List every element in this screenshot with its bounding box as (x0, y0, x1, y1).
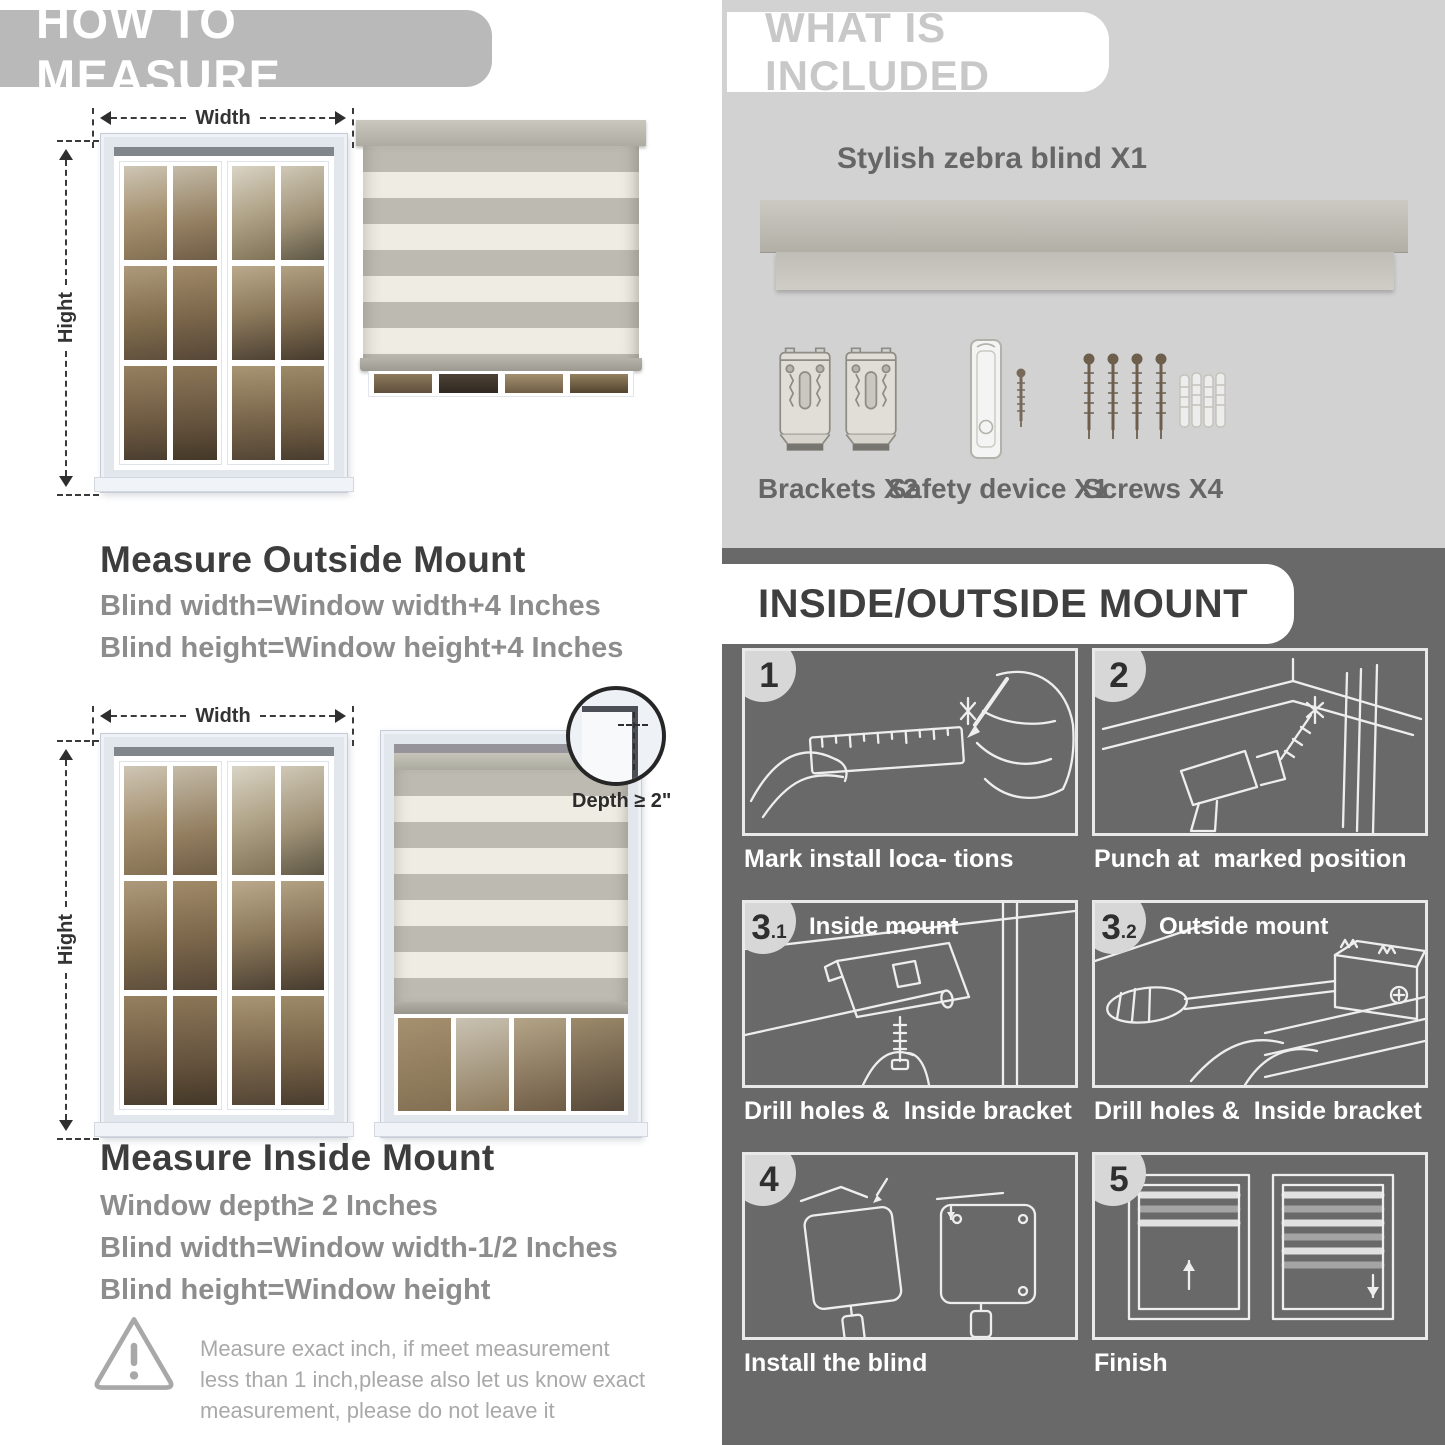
window-pane (173, 766, 216, 875)
window-sill (94, 1122, 354, 1137)
frame-corner (582, 706, 638, 786)
height-arrow (54, 740, 78, 1140)
mount-header (722, 564, 1294, 644)
step-3-2-caption: Drill holes & Inside bracket (1094, 1097, 1422, 1125)
arrow-dash (65, 160, 67, 285)
window-pane (124, 881, 167, 990)
arrow-tick (352, 108, 354, 148)
window-pane (173, 266, 216, 360)
arrow-dash (65, 351, 67, 476)
step-badge: 5 (1092, 1152, 1146, 1206)
arrow-dash (111, 715, 186, 717)
warning-triangle-icon (92, 1312, 176, 1394)
arrow-tick (57, 1138, 99, 1140)
window-pane (124, 366, 167, 460)
height-label: Hight (54, 914, 77, 966)
measure-warning (92, 1312, 657, 1445)
screws-icon (1078, 335, 1228, 465)
screws-label: Screws X4 (1082, 473, 1224, 504)
arrow-head-right-icon (335, 709, 353, 723)
window-pane (232, 366, 275, 460)
window-pane (173, 881, 216, 990)
included-item-safety-device (887, 335, 1109, 505)
included-headrail-image (760, 200, 1408, 252)
arrow-head-down-icon (59, 476, 73, 494)
inside-outside-mount-section (722, 548, 1445, 1445)
step-badge: 2 (1092, 648, 1146, 702)
included-headrail-valance (776, 252, 1394, 290)
arrow-dash (65, 760, 67, 907)
blind-stripes (363, 146, 639, 358)
window-pane (124, 166, 167, 260)
window-sill (374, 1122, 648, 1137)
arrow-head-down-icon (59, 1120, 73, 1138)
mount-steps-grid (742, 648, 1428, 1404)
arrow-dash (65, 973, 67, 1120)
arrow-head-up-icon (59, 742, 73, 760)
what-is-included-header (727, 4, 1109, 99)
depth-dash (633, 712, 635, 770)
brackets-icon (777, 335, 899, 465)
mount-title: INSIDE/OUTSIDE MOUNT (758, 581, 1249, 626)
how-to-measure-title: HOW TO MEASURE (36, 0, 282, 103)
window-door-right (227, 161, 330, 465)
depth-magnifier-icon (566, 686, 666, 786)
right-column (722, 0, 1445, 1445)
inside-height-formula: Blind height=Window height (100, 1274, 491, 1306)
window-pane (232, 996, 275, 1105)
step-badge: 1 (742, 648, 796, 702)
warning-text: Measure exact inch, if meet measurement less than 1 inch,please also let us know exact measurement, please do not leave it (200, 1336, 646, 1423)
window-pane (281, 881, 324, 990)
window-pane (173, 366, 216, 460)
window-glazing (114, 747, 334, 1115)
inside-depth-rule: Window depth≥ 2 Inches (100, 1190, 438, 1222)
arrow-head-right-icon (335, 111, 353, 125)
height-label: Hight (54, 292, 77, 344)
brackets-label: Brackets X2 (757, 473, 919, 504)
blind-bottomrail (394, 1002, 628, 1014)
outside-mount-label: Outside mount (1159, 913, 1329, 940)
arrow-dash (111, 117, 186, 119)
safety-device-icon (955, 335, 1041, 465)
what-is-included-section (722, 0, 1445, 548)
step-2-panel (1092, 648, 1428, 836)
how-to-measure-section (0, 0, 722, 1445)
outside-height-formula: Blind height=Window height+4 Inches (100, 632, 624, 664)
step-2-caption: Punch at marked position (1094, 845, 1407, 873)
inside-mount-label: Inside mount (809, 913, 959, 940)
arrow-tick (352, 706, 354, 746)
step-badge: 3 .2 (1092, 900, 1146, 954)
window-pane (124, 266, 167, 360)
depth-dash (618, 724, 648, 726)
zebra-blind-sample (356, 120, 646, 397)
width-arrow (92, 704, 354, 728)
width-label: Width (195, 704, 251, 727)
arrow-tick (57, 494, 99, 496)
arrow-dash (260, 715, 335, 717)
window-pane (281, 366, 324, 460)
step-1-panel (742, 648, 1078, 836)
arrow-tick (92, 108, 94, 148)
step-4-panel (742, 1152, 1078, 1340)
step-badge: 4 (742, 1152, 796, 1206)
step-2 (1092, 648, 1428, 900)
window-pane (232, 881, 275, 990)
window-sliver (368, 371, 634, 397)
window-sill (94, 477, 354, 492)
window-door-left (119, 761, 222, 1110)
arrow-dash (260, 117, 335, 119)
how-to-measure-header (0, 0, 492, 103)
step-4 (742, 1152, 1078, 1404)
step-1 (742, 648, 1078, 900)
what-is-included-title: WHAT IS INCLUDED (765, 4, 990, 99)
step-3-1-caption: Drill holes & Inside bracket (744, 1097, 1072, 1125)
window-pane (281, 166, 324, 260)
step-4-caption: Install the blind (744, 1349, 928, 1377)
step-5-panel (1092, 1152, 1428, 1340)
arrow-head-up-icon (59, 142, 73, 160)
window-door-right (227, 761, 330, 1110)
step-3-1-panel (742, 900, 1078, 1088)
included-item-screws (1078, 335, 1228, 505)
window-pane (124, 996, 167, 1105)
window-door-left (119, 161, 222, 465)
window-panes (394, 1014, 628, 1115)
blind-bottomrail (360, 358, 642, 371)
step-5 (1092, 1152, 1428, 1404)
window-pane (173, 166, 216, 260)
window-pane (232, 766, 275, 875)
outside-mount-heading: Measure Outside Mount (100, 538, 526, 580)
arrow-tick (57, 740, 99, 742)
step-3-2-panel (1092, 900, 1428, 1088)
window-pane (281, 996, 324, 1105)
window-photo (100, 133, 348, 493)
window-pane (281, 766, 324, 875)
arrow-tick (57, 140, 99, 142)
width-label: Width (195, 106, 251, 129)
width-arrow (92, 106, 354, 130)
blind-headrail (356, 120, 646, 146)
arrow-head-left-icon (93, 709, 111, 723)
window-pane (232, 266, 275, 360)
window-pane (124, 766, 167, 875)
window-pane (173, 996, 216, 1105)
step-1-caption: Mark install loca- tions (744, 845, 1014, 873)
outside-width-formula: Blind width=Window width+4 Inches (100, 590, 601, 622)
window-pane (232, 166, 275, 260)
window-pane (281, 266, 324, 360)
inside-mount-heading: Measure Inside Mount (100, 1136, 495, 1178)
inside-width-formula: Blind width=Window width-1/2 Inches (100, 1232, 618, 1264)
arrow-head-left-icon (93, 111, 111, 125)
product-label: Stylish zebra blind X1 (836, 142, 1148, 175)
height-arrow (54, 140, 78, 496)
step-3-2 (1092, 900, 1428, 1152)
window-photo (100, 733, 348, 1138)
window-glazing (114, 147, 334, 470)
safety-device-label: Safety device X1 (887, 473, 1109, 504)
step-badge: 3 .1 (742, 900, 796, 954)
step-5-caption: Finish (1094, 1349, 1168, 1377)
depth-label: Depth ≥ 2" (572, 790, 672, 812)
step-3-1 (742, 900, 1078, 1152)
